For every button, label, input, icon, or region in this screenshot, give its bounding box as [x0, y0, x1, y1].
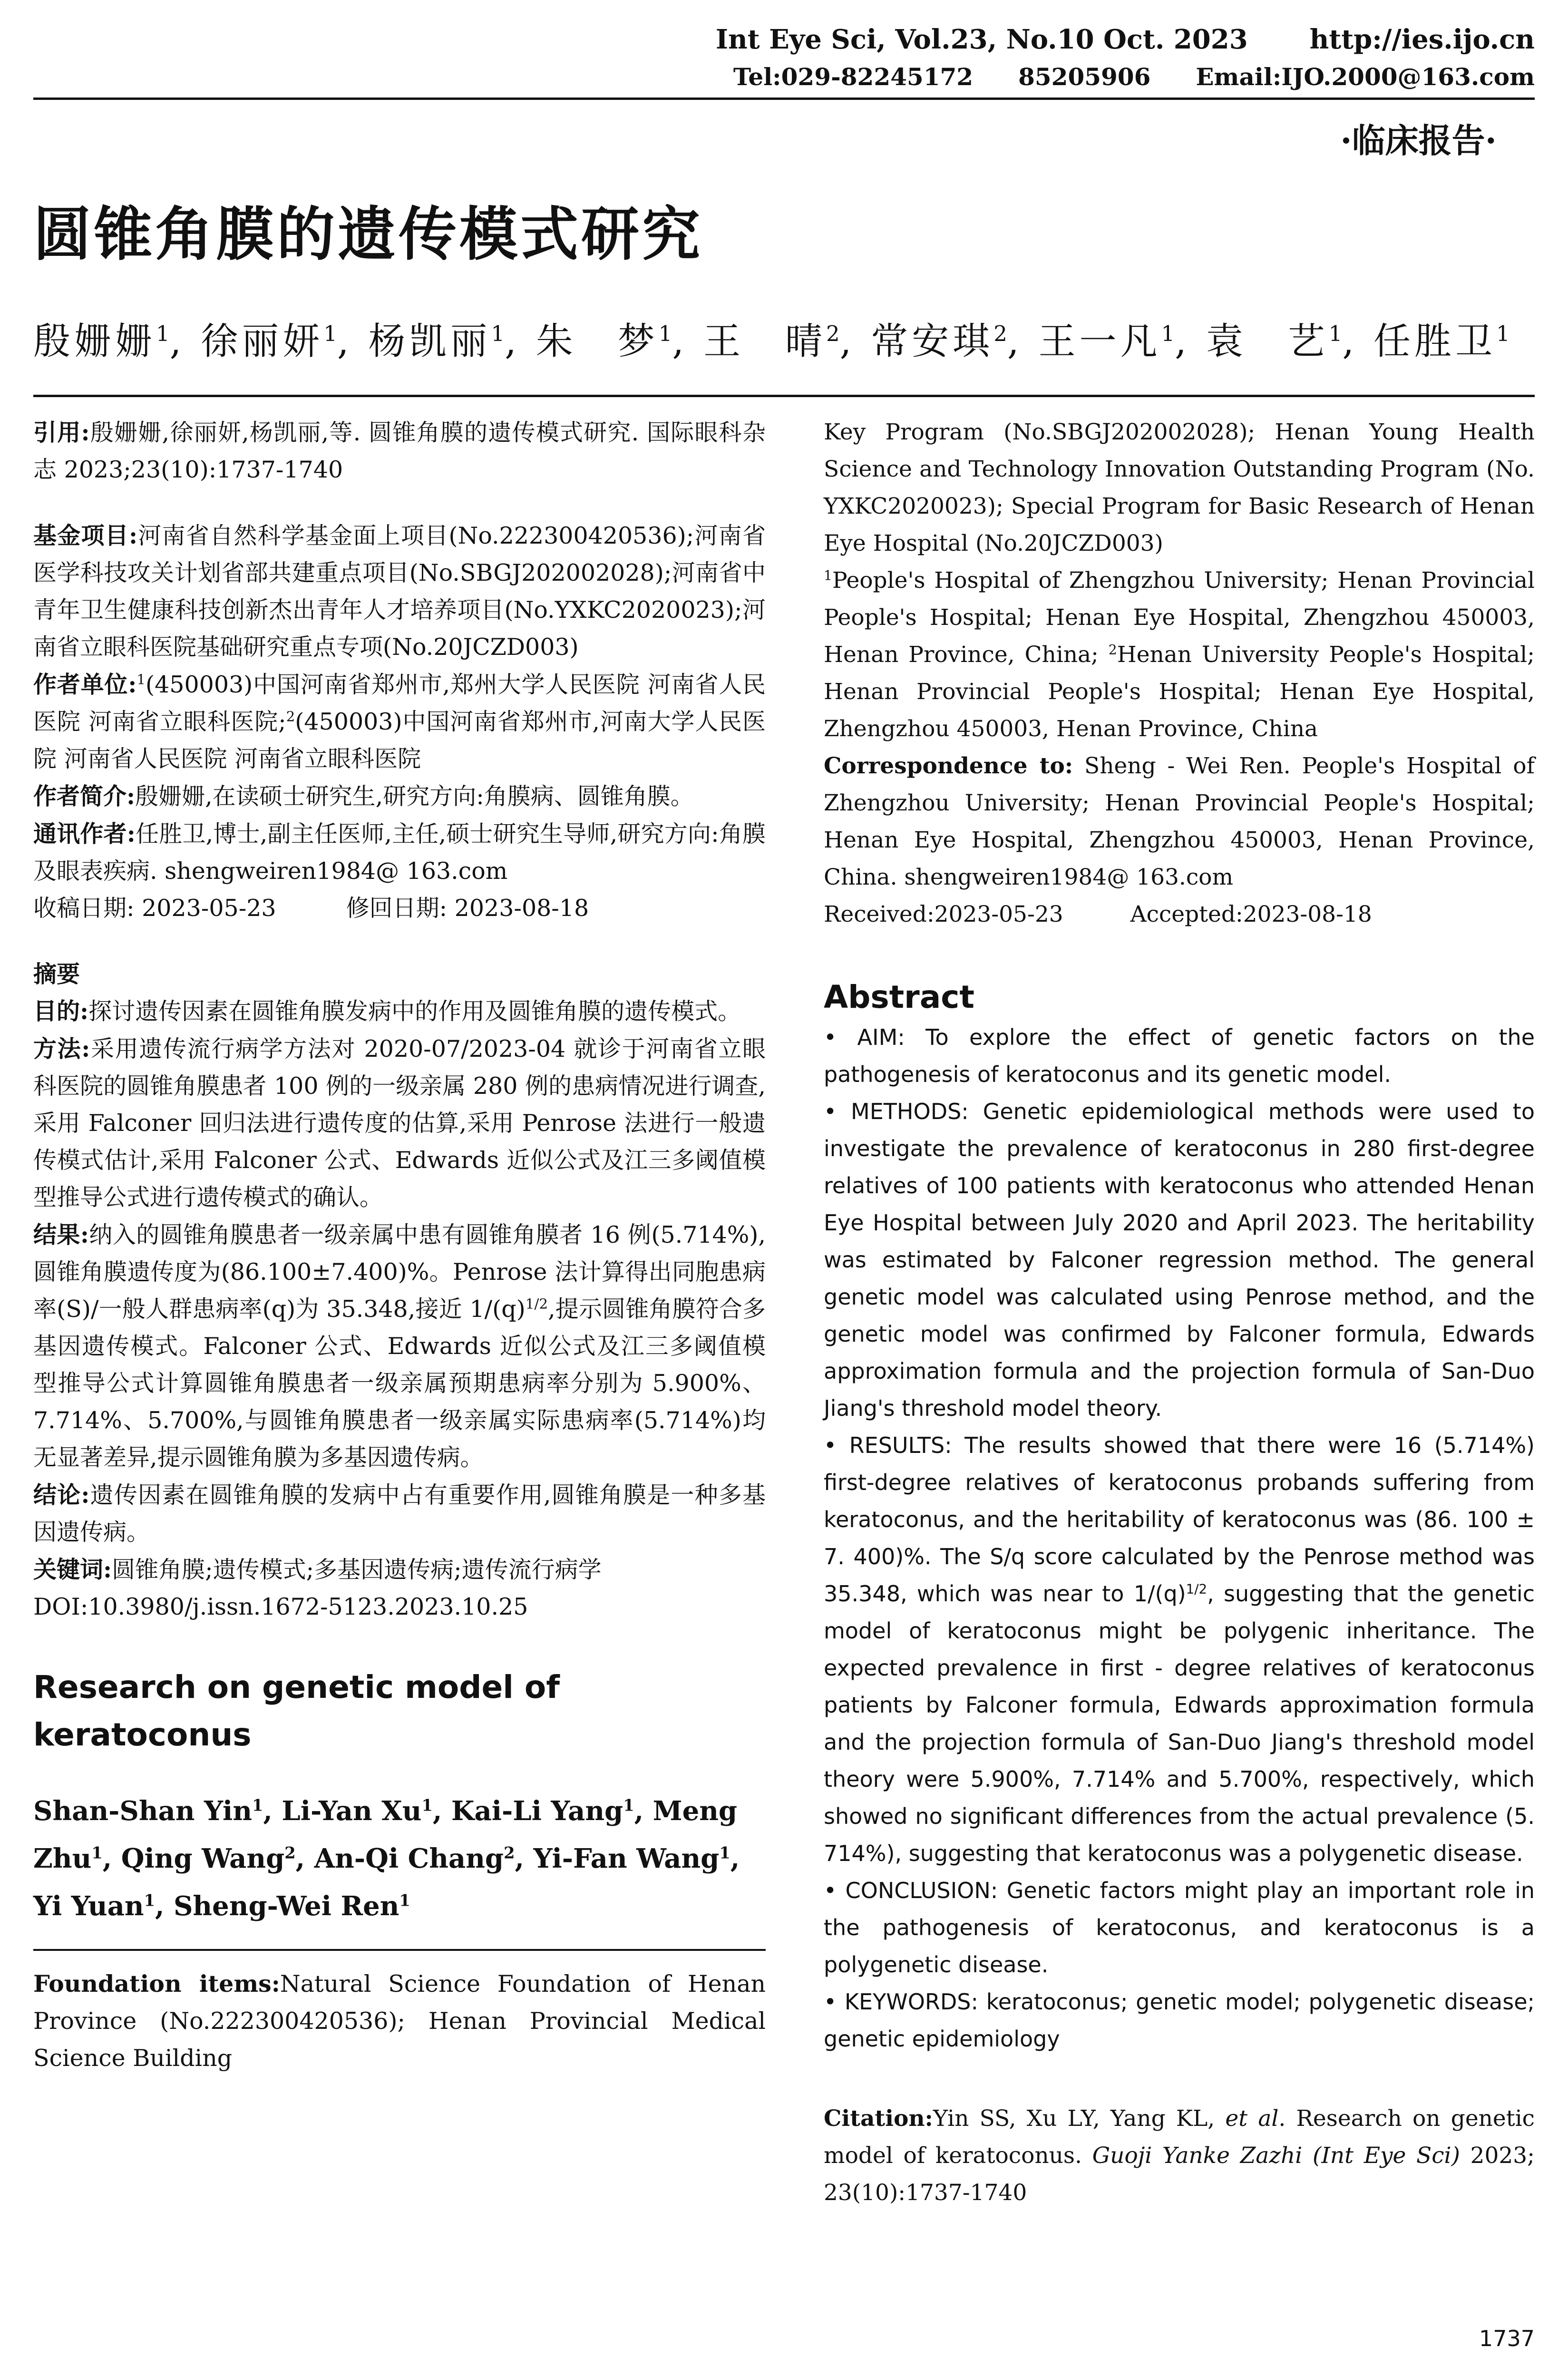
- citation-text: 殷姗姗,徐丽妍,杨凯丽,等. 圆锥角膜的遗传模式研究. 国际眼科杂志 2023;23(10):1737-1740: [33, 419, 766, 483]
- corresponding-author: [33, 815, 766, 890]
- keywords-cn: [33, 1551, 766, 1588]
- results-text: • RESULTS: The results showed that there were 16 (5.714%) first-degree relatives of keratoconus probands suffering from keratoconus, and the heritability of keratoconus was (86. 100 ± 7. 400)%. The S/q score calculated by the Penrose method was 35.348, which was near to 1/(q): [824, 1432, 1535, 1607]
- aff-text: People's Hospital of Zhengzhou University; Henan Provincial People's Hospital; Henan Eye Hospital, Zhengzhou 450003, Henan Province, China;: [824, 567, 1535, 668]
- affiliations-en: [824, 562, 1535, 748]
- english-title: Research on genetic model of keratoconus: [33, 1669, 560, 1753]
- citation-etal: et al: [1225, 2105, 1279, 2132]
- author-aff: 1: [658, 321, 672, 346]
- author-cn: 朱 梦: [536, 320, 659, 363]
- methods-text: 采用遗传流行病学方法对 2020-07/2023-04 就诊于河南省立眼科医院的圆锥角膜患者 100 例的一级亲属 280 例的患病情况进行调查,采用 Falconer 回归法进行遗传度的估算,采用 Penrose 法进行一般遗传模式估计,采用 Falconer 公式、Edwards 近似公式及江三多阈值模型推导公式进行遗传模式的确认。: [33, 1035, 766, 1211]
- foundation-items-en: [33, 1965, 766, 2077]
- foundation-continued: Key Program (No.SBGJ202002028); Henan Young Health Science and Technology Innovation Outstanding Program (No. YXKC2020023); Special Program for Basic Research of Henan Eye Hospital (No.20JCZD003): [824, 419, 1535, 556]
- author-units: [33, 666, 766, 778]
- conclusion-label: 结论:: [33, 1481, 90, 1509]
- units-label: 作者单位:: [33, 671, 137, 698]
- units-text: (450003)中国河南省郑州市,郑州大学人民医院 河南省人民医院 河南省立眼科医院;: [33, 671, 766, 735]
- citation-label: Citation:: [824, 2105, 933, 2132]
- corr-label: 通讯作者:: [33, 820, 136, 848]
- telephone: Tel:029-82245172: [733, 63, 974, 91]
- doi[interactable]: DOI:10.3980/j.issn.1672-5123.2023.10.25: [33, 1593, 528, 1620]
- author-aff: 1: [421, 1795, 433, 1815]
- author-aff: 2: [284, 1843, 296, 1862]
- results-text: 纳入的圆锥角膜患者一级亲属中患有圆锥角膜者 16 例(5.714%),圆锥角膜遗传度为(86.100±7.400)%。Penrose 法计算得出同胞患病率(S)/一般人群患病率(q)为 35.348,接近 1/(q): [33, 1221, 766, 1323]
- aim-text: 探讨遗传因素在圆锥角膜发病中的作用及圆锥角膜的遗传模式。: [88, 998, 741, 1025]
- journal-line: [716, 24, 1535, 55]
- results-label: 结果:: [33, 1221, 89, 1248]
- methods-label: 方法:: [33, 1035, 90, 1062]
- author-en: Sheng-Wei Ren: [173, 1890, 399, 1922]
- units-sup: 1: [136, 671, 146, 688]
- email[interactable]: Email:IJO.2000@163.com: [1196, 63, 1535, 91]
- abstract-aim-en: • AIM: To explore the effect of genetic factors on the pathogenesis of keratoconus and its genetic model.: [824, 1024, 1535, 1087]
- author-aff: 2: [504, 1843, 515, 1862]
- author-en: Yi Yuan: [33, 1890, 144, 1922]
- abstract-conclusion-cn: [33, 1476, 766, 1551]
- author-aff: 1: [491, 321, 505, 346]
- author-aff: 1: [91, 1843, 103, 1862]
- keywords-en: • KEYWORDS: keratoconus; genetic model; polygenetic disease; genetic epidemiology: [824, 1989, 1535, 2052]
- author-cn: 任胜卫: [1373, 320, 1497, 363]
- citation-text: . Research on genetic model of keratoconus.: [824, 2105, 1535, 2169]
- telephone-2: 85205906: [1018, 63, 1151, 91]
- citation-journal: Guoji Yanke Zazhi (Int Eye Sci): [1092, 2143, 1460, 2169]
- author-en: An-Qi Chang: [314, 1843, 504, 1874]
- abstract-methods-cn: [33, 1030, 766, 1216]
- abstract-results-en: [824, 1427, 1535, 1872]
- dates-en: Received:2023-05-23 Accepted:2023-08-18: [824, 901, 1372, 927]
- results-text: ,提示圆锥角膜符合多基因遗传模式。Falconer 公式、Edwards 近似公式及江三多阈值模型推导公式计算圆锥角膜患者一级亲属预期患病率分别为 5.900%、7.714%、5.700%,与圆锥角膜患者一级亲属实际患病率(5.714%)均无显著差异,提示圆锥角膜为多基因遗传病。: [33, 1296, 766, 1471]
- abstract-results-cn: [33, 1216, 766, 1476]
- author-aff: 1: [144, 1890, 155, 1910]
- dates-cn: 收稿日期: 2023-05-23 修回日期: 2023-08-18: [33, 895, 589, 922]
- citation-en: [824, 2100, 1535, 2211]
- author-aff: 1: [1328, 321, 1343, 346]
- keywords-label: 关键词:: [33, 1556, 112, 1583]
- authors-cn: 殷姗姗$^1$, 徐丽妍$^1$, 杨凯丽$^1$, 朱 梦$^1$, 王 晴$^2$, 常安琪$^2$, 王一凡$^1$, 袁 艺$^1$, 任胜卫$^1$: [33, 320, 1510, 363]
- results-sup: 1/2: [525, 1296, 548, 1312]
- author-en: Shan-Shan Yin: [33, 1795, 253, 1827]
- citation-text: 2023; 23(10):1737-1740: [824, 2143, 1535, 2206]
- author-aff: 2: [993, 321, 1007, 346]
- running-header: [33, 0, 1535, 102]
- abstract-aim-cn: [33, 993, 766, 1030]
- foundation-label: Foundation items:: [33, 1970, 280, 1997]
- authors-en: Shan-Shan Yin$^1$, Li-Yan Xu$^1$, Kai-Li Yang$^1$, Meng Zhu$^1$, Qing Wang$^2$, An-Qi Chang$^2$, Yi-Fan Wang$^1$, Yi Yuan$^1$, Sheng-Wei Ren$^1$: [33, 1795, 740, 1922]
- citation-text: Yin SS, Xu LY, Yang KL,: [933, 2105, 1226, 2132]
- author-en: Qing Wang: [121, 1843, 285, 1874]
- author-cn: 常安琪: [871, 320, 994, 363]
- author-cn: 徐丽妍: [201, 320, 324, 363]
- correspondence-text: Sheng - Wei Ren. People's Hospital of Zhengzhou University; Henan Provincial People's Hospital; Henan Eye Hospital, Zhengzhou 450003, Henan Province, China. shengweiren1984@ 163.com: [824, 753, 1535, 890]
- keywords-text: 圆锥角膜;遗传模式;多基因遗传病;遗传流行病学: [112, 1556, 602, 1583]
- journal-url[interactable]: http://ies.ijo.cn: [1309, 24, 1535, 55]
- correspondence-en: [824, 748, 1535, 896]
- fund-label: 基金项目:: [33, 522, 138, 549]
- header-rule: [33, 97, 1535, 100]
- author-aff: 1: [719, 1843, 730, 1862]
- journal-citation: Int Eye Sci, Vol.23, No.10 Oct. 2023: [715, 24, 1248, 55]
- contact-line: [688, 63, 1535, 91]
- author-aff: 1: [623, 1795, 634, 1815]
- conclusion-text: 遗传因素在圆锥角膜的发病中占有重要作用,圆锥角膜是一种多基因遗传病。: [33, 1481, 766, 1546]
- author-aff: 1: [323, 321, 337, 346]
- author-en: Kai-Li Yang: [451, 1795, 623, 1827]
- aff-sup: 1: [824, 567, 832, 584]
- authors-rule: [33, 1949, 766, 1951]
- author-aff: 1: [1161, 321, 1175, 346]
- section-tag: ·临床报告·: [1340, 121, 1497, 160]
- correspondence-label: Correspondence to:: [824, 753, 1073, 779]
- bio-label: 作者简介:: [33, 782, 136, 810]
- aim-label: 目的:: [33, 997, 89, 1025]
- author-aff: 1: [156, 321, 170, 346]
- left-column: [33, 414, 766, 2077]
- results-text: , suggesting that the genetic model of keratoconus might be polygenic inheritance. The expected prevalence in first - degree relatives of keratoconus patients by Falconer formula, Edwards approximation formula and the projection formula of San-Duo Jiang's threshold model theory were 5.900%, 7.714% and 5.700%, respectively, which showed no significant differences from the actual prevalence (5. 714%), suggesting that keratoconus was a polygenetic disease.: [824, 1581, 1535, 1866]
- author-bio: [33, 778, 766, 815]
- units-text: (450003)中国河南省郑州市,河南大学人民医院 河南省人民医院 河南省立眼科医院: [33, 708, 766, 772]
- citation-cn: [33, 414, 766, 488]
- abstract-methods-en: • METHODS: Genetic epidemiological methods were used to investigate the prevalence of keratoconus in 280 first-degree relatives of 100 patients with keratoconus who attended Henan Eye Hospital between July 2020 and April 2023. The heritability was estimated by Falconer regression method. The general genetic model was calculated using Penrose method, and the genetic model was confirmed by Falconer formula, Edwards approximation formula and the projection formula of San-Duo Jiang's threshold model theory.: [824, 1099, 1535, 1421]
- author-aff: 1: [1496, 321, 1510, 346]
- author-en: Meng Zhu: [33, 1795, 738, 1874]
- citation-label: 引用:: [33, 419, 90, 446]
- right-column: [824, 414, 1535, 2211]
- author-aff: 2: [826, 321, 840, 346]
- author-en: Li-Yan Xu: [282, 1795, 422, 1827]
- author-cn: 殷姗姗: [33, 320, 156, 363]
- units-sup: 2: [286, 708, 295, 725]
- article-title: 圆锥角膜的遗传模式研究: [33, 201, 703, 268]
- author-aff: 1: [252, 1795, 263, 1815]
- foundation-text: Natural Science Foundation of Henan Province (No.222300420536); Henan Provincial Medical Science Building: [33, 1970, 766, 2072]
- abstract-conclusion-en: • CONCLUSION: Genetic factors might play an important role in the pathogenesis of keratoconus, and keratoconus is a polygenetic disease.: [824, 1878, 1535, 1978]
- fund-text: 河南省自然科学基金面上项目(No.222300420536);河南省医学科技攻关计划省部共建重点项目(No.SBGJ202002028);河南省中青年卫生健康科技创新杰出青年人才培养项目(No.YXKC2020023);河南省立眼科医院基础研究重点专项(No.20JCZD003): [33, 522, 766, 661]
- corr-text: 任胜卫,博士,副主任医师,主任,硕士研究生导师,研究方向:角膜及眼表疾病. shengweiren1984@ 163.com: [33, 820, 766, 885]
- aff-text: Henan University People's Hospital; Henan Provincial People's Hospital; Henan Eye Hospital, Zhengzhou 450003, Henan Province, China: [824, 642, 1535, 742]
- fund-items-cn: [33, 517, 766, 666]
- author-aff: 1: [399, 1890, 410, 1910]
- author-cn: 王 晴: [703, 320, 827, 363]
- author-en: Yi-Fan Wang: [533, 1843, 720, 1874]
- page-number: 1737: [1479, 2326, 1535, 2351]
- abstract-heading-cn: 摘要: [33, 960, 80, 988]
- author-cn: 袁 艺: [1206, 320, 1329, 363]
- author-cn: 王一凡: [1038, 320, 1161, 363]
- results-sup: 1/2: [1186, 1581, 1208, 1597]
- title-rule: [33, 395, 1535, 397]
- author-cn: 杨凯丽: [368, 320, 491, 363]
- aff-sup: 2: [1108, 642, 1117, 658]
- bio-text: 殷姗姗,在读硕士研究生,研究方向:角膜病、圆锥角膜。: [135, 783, 694, 810]
- abstract-heading-en: Abstract: [824, 979, 974, 1015]
